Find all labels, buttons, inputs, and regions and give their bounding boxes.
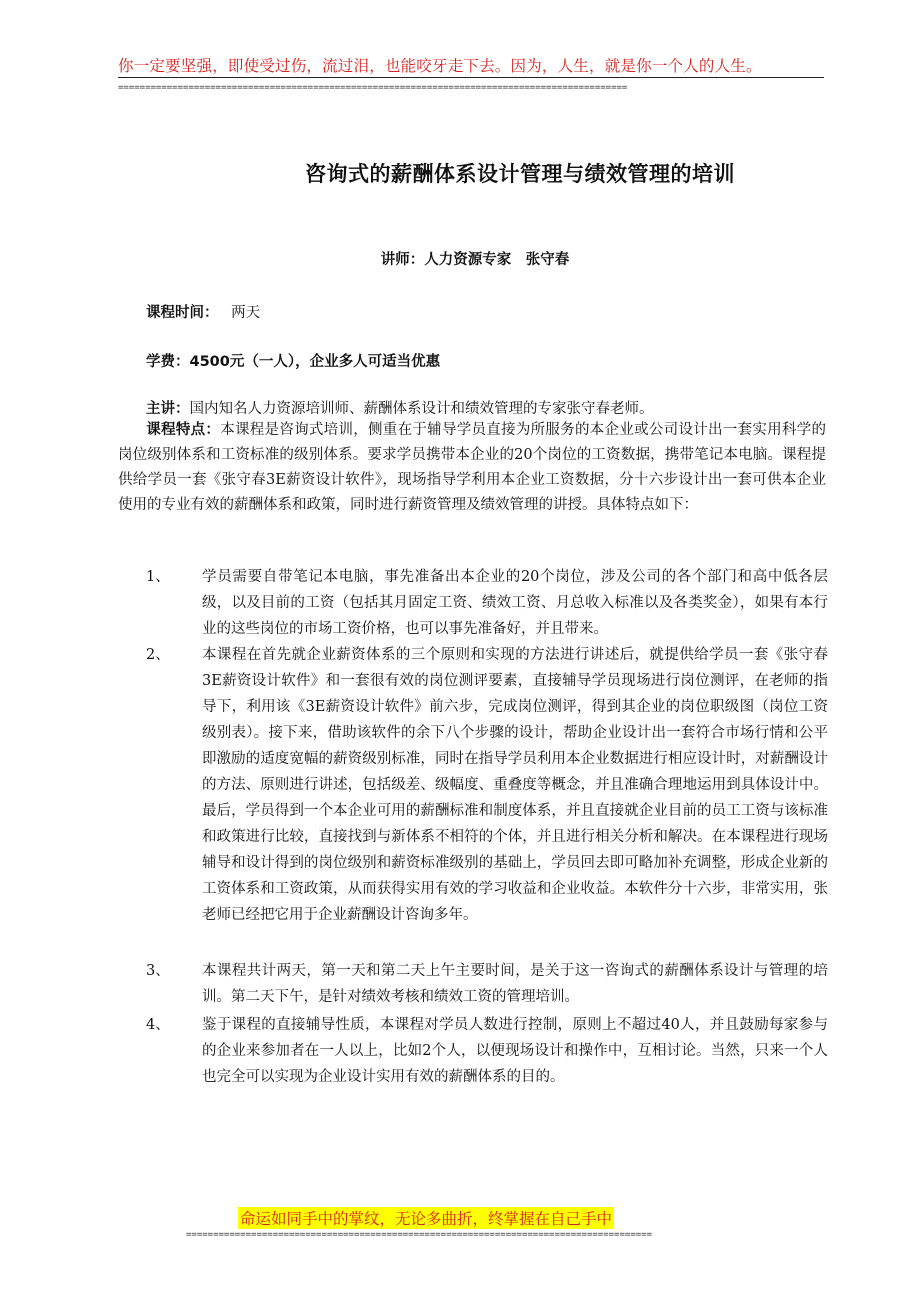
list-item-number: 4、: [146, 1017, 170, 1033]
header-motto: 你一定要坚强，即使受过伤，流过泪，也能咬牙走下去。因为，人生，就是你一个人的人生。: [118, 57, 762, 75]
header-separator: ==============================================================================================: [118, 83, 628, 93]
list-item-text: 鉴于课程的直接辅导性质，本课程对学员人数进行控制，原则上不超过40人，并且鼓励每家参与的企业来参加者在一人以上，比如2个人，以便现场设计和操作中，互相讨论。当然，只来一个人也完全可以实现为企业设计实用有效的薪酬体系的目的。: [202, 1017, 828, 1085]
list-item: [118, 958, 828, 1010]
duration-label: 课程时间：: [146, 305, 219, 321]
list-item: [118, 642, 828, 928]
footer-separator: ======================================================================================: [186, 1230, 652, 1240]
features-text: 本课程是咨询式培训，侧重在于辅导学员直接为所服务的本企业或公司设计出一套实用科学的岗位级别体系和工资标准的级别体系。要求学员携带本企业的20个岗位的工资数据，携带笔记本电脑。课程提供给学员一套《张守春3E薪资设计软件》，现场指导学利用本企业工资数据，分十六步设计出一套可供本企业使用的专业有效的薪酬体系和政策，同时进行薪资管理及绩效管理的讲授。具体特点如下：: [118, 422, 827, 513]
list-item-text: 本课程在首先就企业薪资体系的三个原则和实现的方法进行讲述后，就提供给学员一套《张守春3E薪资设计软件》和一套很有效的岗位测评要素，直接辅导学员现场进行岗位测评，在老师的指导下，利用该《3E薪资设计软件》前六步，完成岗位测评，得到其企业的岗位职级图（岗位工资级别表）。接下来，借助该软件的余下八个步骤的设计，帮助企业设计出一套符合市场行情和公平即激励的适度宽幅的薪资级别标准，同时在指导学员利用本企业数据进行相应设计时，对薪酬设计的方法、原则进行讲述，包括级差、级幅度、重叠度等概念，并且准确合理地运用到具体设计中。最后，学员得到一个本企业可用的薪酬标准和制度体系，并且直接就企业目前的员工工资与该标准和政策进行比较，直接找到与新体系不相符的个体，并且进行相关分析和解决。在本课程进行现场辅导和设计得到的岗位级别和薪资标准级别的基础上，学员回去即可略加补充调整，形成企业新的工资体系和工资政策，从而获得实用有效的学习收益和企业收益。本软件分十六步，非常实用，张老师已经把它用于企业薪酬设计咨询多年。: [202, 647, 828, 923]
features-paragraph: [118, 418, 826, 518]
list-item: [118, 564, 828, 642]
footer-motto: 命运如同手中的掌纹，无论多曲折，终掌握在自己手中: [238, 1207, 614, 1229]
lecturer-line: 讲师：人力资源专家 张守春: [380, 252, 570, 268]
duration-value: 两天: [231, 305, 261, 321]
list-item-text: 本课程共计两天，第一天和第二天上午主要时间，是关于这一咨询式的薪酬体系设计与管理的培训。第二天下午，是针对绩效考核和绩效工资的管理培训。: [202, 963, 828, 1005]
features-label: 课程特点：: [146, 422, 221, 438]
fee-line: 学费：4500元（一人），企业多人可适当优惠: [146, 354, 441, 370]
document-title: 咨询式的薪酬体系设计管理与绩效管理的培训: [305, 162, 735, 186]
host-value: 国内知名人力资源培训师、薪酬体系设计和绩效管理的专家张守春老师。: [189, 401, 654, 417]
list-item: [118, 1012, 828, 1090]
duration-line: [146, 301, 260, 322]
list-item-number: 1、: [146, 569, 170, 585]
list-item-number: 2、: [146, 647, 170, 663]
header-rule: [118, 77, 824, 78]
list-item-number: 3、: [146, 963, 170, 979]
host-label: 主讲：: [146, 401, 190, 417]
host-line: [146, 397, 654, 418]
list-item-text: 学员需要自带笔记本电脑，事先准备出本企业的20个岗位，涉及公司的各个部门和高中低各层级，以及目前的工资（包括其月固定工资、绩效工资、月总收入标准以及各类奖金），如果有本行业的这些岗位的市场工资价格，也可以事先准备好，并且带来。: [202, 569, 828, 637]
